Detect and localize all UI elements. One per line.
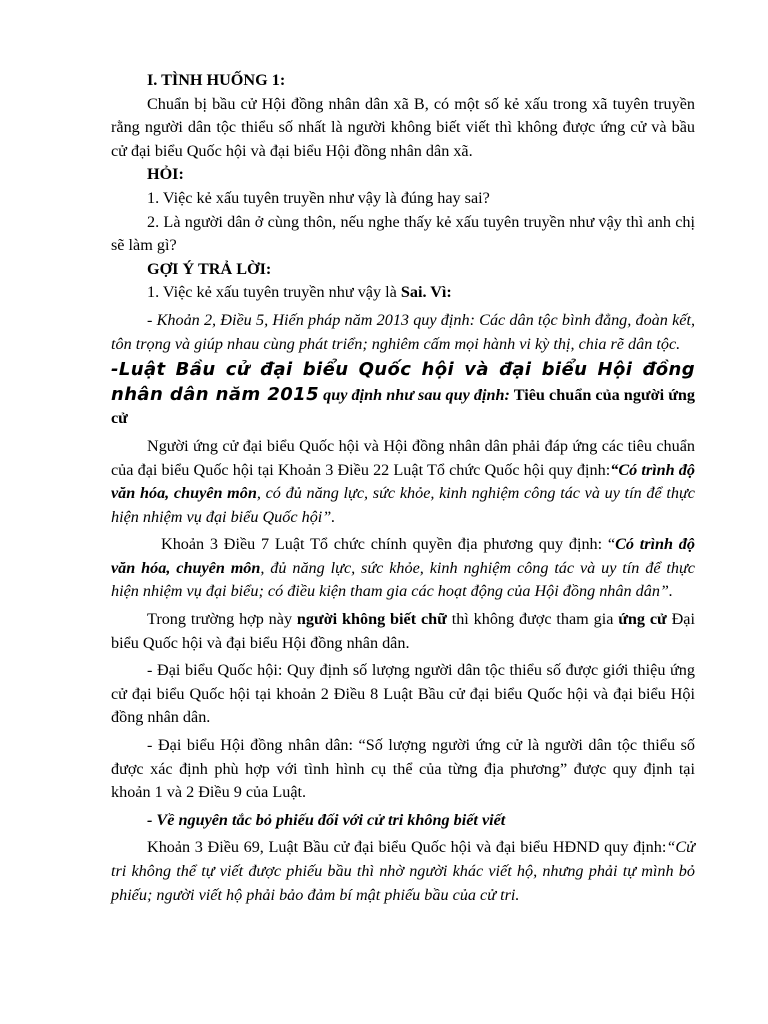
illiterate-paragraph: Trong trường hợp này người không biết chữ thì không được tham gia ứng cử Đại biểu Quốc hội và đại biểu Hội đồng nhân dân. bbox=[111, 610, 695, 652]
section-title: I. TÌNH HUỐNG 1: bbox=[147, 71, 286, 89]
council-delegate-paragraph: - Đại biểu Hội đồng nhân dân: “Số lượng người ứng cử là người dân tộc thiểu số được xác định phù hợp với tình hình cụ thể của từng địa phương” được quy định tại khoản 1 và 2 Điều 9 của Luật. bbox=[111, 736, 695, 802]
situation-paragraph: Chuẩn bị bầu cử Hội đồng nhân dân xã B, có một số kẻ xấu trong xã tuyên truyền rằng người dân tộc thiểu số nhất là người không biết viết thì không được ứng cử và bầu cử đại biểu Quốc hội và đại biểu Hội đồng nhân dân xã. bbox=[111, 94, 695, 160]
na-delegate-paragraph: - Đại biểu Quốc hội: Quy định số lượng người dân tộc thiểu số được giới thiệu ứng cử đại biểu Quốc hội tại khoản 2 Điều 8 Luật Bầu cử đại biểu Quốc hội và đại biểu Hội đồng nhân dân. bbox=[111, 661, 695, 727]
answer-1: 1. Việc kẻ xấu tuyên truyền như vậy là Sai. Vì: bbox=[147, 283, 452, 302]
question-heading: HỎI: bbox=[147, 165, 184, 184]
law-heading-italic: quy định như sau quy định: bbox=[319, 385, 510, 404]
answer-heading: GỢI Ý TRẢ LỜI: bbox=[147, 259, 272, 278]
law-heading-title: -Luật Bầu cử đại biểu Quốc hội và đại biểu Hội đồng nhân dân năm 2015 bbox=[111, 359, 695, 405]
law-heading bbox=[111, 358, 695, 431]
constitution-paragraph: - Khoản 2, Điều 5, Hiến pháp năm 2013 quy định: Các dân tộc bình đẳng, đoàn kết, tôn trọng và giúp nhau cùng phát triển; nghiêm cấm mọi hành vi kỳ thị, chia rẽ dân tộc. bbox=[111, 310, 695, 353]
standard-paragraph: Người ứng cử đại biểu Quốc hội và Hội đồng nhân dân phải đáp ứng các tiêu chuẩn của đại biểu Quốc hội tại Khoản 3 Điều 22 Luật Tổ chức Quốc hội quy định:“Có trình độ văn hóa, chuyên môn, có đủ năng lực, sức khỏe, kinh nghiệm công tác và uy tín để thực hiện nhiệm vụ đại biểu Quốc hội”. bbox=[111, 436, 695, 526]
answer-1-verdict: Sai. Vì: bbox=[400, 283, 452, 302]
local-government-paragraph: Khoản 3 Điều 7 Luật Tổ chức chính quyền địa phương quy định: “Có trình độ văn hóa, chuyên môn, đủ năng lực, sức khỏe, kinh nghiệm công tác và uy tín để thực hiện nhiệm vụ đại biểu; có điều kiện tham gia các hoạt động của Hội đồng nhân dân”. bbox=[111, 535, 695, 601]
question-2: 2. Là người dân ở cùng thôn, nếu nghe thấy kẻ xấu tuyên truyền như vậy thì anh chị sẽ làm gì? bbox=[111, 212, 695, 255]
document-page bbox=[111, 69, 695, 907]
voting-heading: - Về nguyên tắc bỏ phiếu đối với cử tri không biết viết bbox=[147, 810, 506, 829]
question-1: 1. Việc kẻ xấu tuyên truyền như vậy là đúng hay sai? bbox=[147, 188, 490, 207]
law-heading-bold: Tiêu chuẩn của người ứng cử bbox=[111, 385, 695, 428]
voting-paragraph: Khoản 3 Điều 69, Luật Bầu cử đại biểu Quốc hội và đại biểu HĐND quy định:“Cử tri không thể tự viết được phiếu bầu thì nhờ người khác viết hộ, nhưng phải tự mình bỏ phiếu; người viết hộ phải bảo đảm bí mật phiếu bầu của cử tri. bbox=[111, 838, 695, 904]
